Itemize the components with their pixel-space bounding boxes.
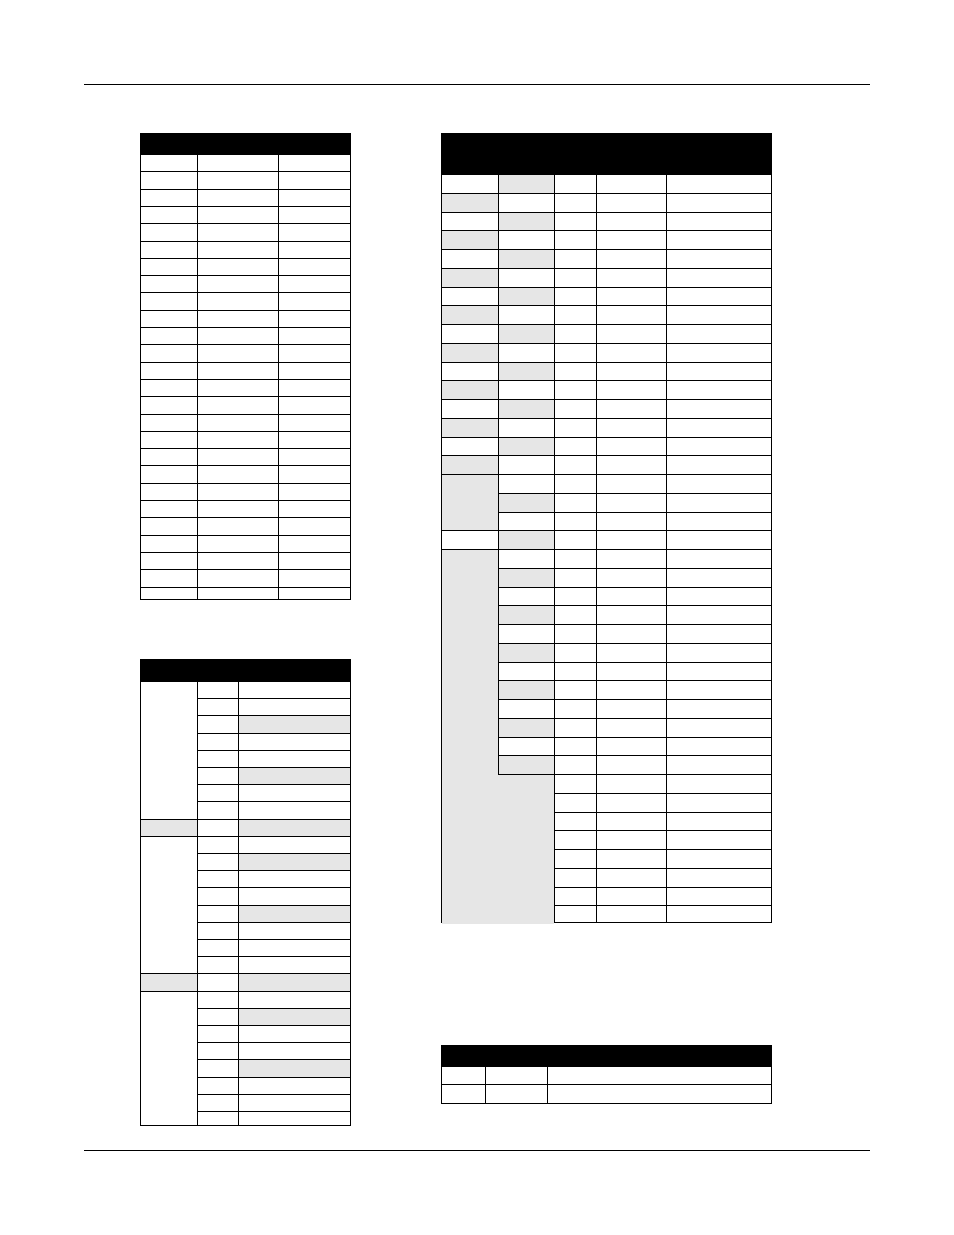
table-c-row-line — [554, 849, 771, 850]
table-c-row-line — [442, 193, 771, 194]
table-c-row-line — [442, 230, 771, 231]
table-c-shaded-cell — [442, 305, 498, 324]
table-c-row-line — [554, 812, 771, 813]
table-a-row-line — [141, 448, 350, 449]
table-a-row-line — [141, 362, 350, 363]
table-c-row-line — [442, 549, 771, 550]
table-c-row-line — [498, 643, 771, 644]
table-c-shaded-cell — [442, 193, 498, 212]
table-a-row-line — [141, 414, 350, 415]
table-c-col-line — [666, 134, 667, 922]
table-c-row-line — [498, 680, 771, 681]
table-c-row-line — [442, 249, 771, 250]
table-b-shaded-cell — [239, 1008, 350, 1025]
table-c-row-line — [498, 587, 771, 588]
table-c-shaded-cell — [499, 437, 554, 456]
table-b-row-line — [141, 681, 350, 682]
table-c-shaded-cell — [442, 380, 498, 399]
table-b-row-line — [197, 1008, 350, 1009]
table-b-shaded-cell — [239, 973, 350, 990]
table-c-shaded-cell — [499, 493, 554, 512]
table-b-row-line — [197, 1094, 350, 1095]
table-c-header — [442, 134, 771, 174]
table-c-row-line — [498, 662, 771, 663]
table-c-shaded-cell — [499, 568, 554, 587]
table-b-col-line — [197, 660, 198, 1125]
table-c-shaded-cell — [442, 268, 498, 287]
table-a-row-line — [141, 223, 350, 224]
table-c-row-line — [498, 624, 771, 625]
table-a-row-line — [141, 241, 350, 242]
table-c-shaded-cell — [499, 399, 554, 418]
table-c-group-label — [498, 774, 554, 924]
table-a-row-line — [141, 171, 350, 172]
table-a-row-line — [141, 569, 350, 570]
table-c-shaded-cell — [499, 174, 554, 193]
table-a-row-line — [141, 465, 350, 466]
table-c-shaded-cell — [499, 680, 554, 699]
footer-rule — [84, 1150, 870, 1151]
table-b — [140, 659, 351, 1126]
table-c-shaded-cell — [499, 287, 554, 306]
table-d-row-line — [442, 1084, 771, 1085]
table-a-row-line — [141, 431, 350, 432]
table-b-shaded-cell — [239, 905, 350, 922]
table-c-col-line — [498, 134, 499, 774]
table-b-shaded-cell — [239, 715, 350, 732]
table-a-row-line — [141, 535, 350, 536]
table-d-col-line — [485, 1046, 486, 1103]
table-c-shaded-cell — [442, 230, 498, 249]
table-c-row-line — [442, 212, 771, 213]
table-a-row-line — [141, 500, 350, 501]
table-c-row-line — [498, 755, 771, 756]
header-rule — [84, 84, 870, 85]
table-b-group-label — [141, 819, 197, 836]
table-c-shaded-cell — [442, 343, 498, 362]
table-b-row-line — [197, 767, 350, 768]
table-a-col-line — [197, 134, 198, 599]
table-c-row-line — [442, 287, 771, 288]
table-b-group-label — [141, 973, 197, 990]
table-c-row-line — [554, 905, 771, 906]
table-c-shaded-cell — [499, 212, 554, 231]
table-b-row-line — [197, 750, 350, 751]
table-c-row-line — [498, 605, 771, 606]
table-c-row-line — [554, 830, 771, 831]
table-c-row-line — [498, 493, 771, 494]
table-c-row-line — [554, 793, 771, 794]
table-c-row-line — [442, 474, 771, 475]
table-b-col-line — [238, 660, 239, 1125]
table-d-col-line — [547, 1046, 548, 1103]
table-b-shaded-cell — [239, 853, 350, 870]
table-b-header — [141, 660, 350, 681]
table-b-shaded-cell — [239, 819, 350, 836]
table-b-row-line — [197, 1059, 350, 1060]
table-a-row-line — [141, 552, 350, 553]
table-b-shaded-cell — [239, 767, 350, 784]
table-c-shaded-cell — [499, 643, 554, 662]
table-b-row-line — [197, 887, 350, 888]
table-c-shaded-cell — [499, 530, 554, 549]
table-b-row-line — [197, 956, 350, 957]
table-c-group-label — [442, 474, 498, 530]
table-c-row-line — [442, 174, 771, 175]
table-b-row-line — [141, 973, 350, 974]
table-c-shaded-cell — [499, 324, 554, 343]
table-a-row-line — [141, 327, 350, 328]
table-a-row-line — [141, 379, 350, 380]
table-c-row-line — [442, 380, 771, 381]
table-c-row-line — [498, 512, 771, 513]
table-a-row-line — [141, 189, 350, 190]
table-c-shaded-cell — [442, 455, 498, 474]
table-b-row-line — [141, 819, 350, 820]
table-b-row-line — [197, 853, 350, 854]
table-c-row-line — [554, 887, 771, 888]
table-a-row-line — [141, 310, 350, 311]
table-c-row-line — [554, 868, 771, 869]
table-a-row-line — [141, 483, 350, 484]
table-a-row-line — [141, 258, 350, 259]
table-c-shaded-cell — [499, 718, 554, 737]
table-b-shaded-cell — [239, 1059, 350, 1076]
table-c-row-line — [442, 268, 771, 269]
table-c-row-line — [498, 699, 771, 700]
table-a-row-line — [141, 587, 350, 588]
table-a-row-line — [141, 292, 350, 293]
table-c-row-line — [442, 362, 771, 363]
table-b-row-line — [197, 905, 350, 906]
table-b-row-line — [197, 1077, 350, 1078]
table-b-row-line — [197, 698, 350, 699]
table-a-row-line — [141, 344, 350, 345]
table-a-row-line — [141, 206, 350, 207]
table-c-col-line — [554, 134, 555, 922]
table-a-row-line — [141, 154, 350, 155]
table-b-row-line — [197, 870, 350, 871]
table-d-row-line — [442, 1066, 771, 1067]
table-c-row-line — [498, 737, 771, 738]
table-b-row-line — [197, 784, 350, 785]
table-b-row-line — [197, 939, 350, 940]
table-c-col-line — [596, 134, 597, 922]
table-a-col-line — [278, 134, 279, 599]
table-c-row-line — [442, 530, 771, 531]
table-a-header — [141, 134, 350, 154]
table-b-row-line — [197, 801, 350, 802]
table-b-row-line — [197, 991, 350, 992]
table-c-shaded-cell — [442, 418, 498, 437]
table-c-row-line — [442, 437, 771, 438]
table-b-row-line — [197, 1111, 350, 1112]
table-c — [441, 133, 772, 923]
table-b-row-line — [197, 922, 350, 923]
table-b-row-line — [197, 715, 350, 716]
table-a — [140, 133, 351, 600]
table-b-row-line — [197, 836, 350, 837]
table-c-row-line — [442, 343, 771, 344]
table-d-header — [442, 1046, 771, 1066]
table-d — [441, 1045, 772, 1104]
table-b-row-line — [197, 733, 350, 734]
table-c-row-line — [442, 324, 771, 325]
table-c-row-line — [498, 774, 771, 775]
table-c-group-label — [442, 549, 498, 924]
table-b-row-line — [197, 1042, 350, 1043]
table-c-row-line — [442, 418, 771, 419]
table-c-shaded-cell — [499, 249, 554, 268]
table-c-shaded-cell — [499, 362, 554, 381]
table-c-row-line — [498, 718, 771, 719]
table-a-row-line — [141, 396, 350, 397]
table-c-shaded-cell — [499, 755, 554, 774]
table-c-shaded-cell — [499, 605, 554, 624]
table-c-row-line — [442, 305, 771, 306]
table-a-row-line — [141, 275, 350, 276]
table-c-row-line — [442, 455, 771, 456]
table-c-row-line — [442, 399, 771, 400]
table-b-row-line — [197, 1025, 350, 1026]
table-c-row-line — [498, 568, 771, 569]
table-a-row-line — [141, 517, 350, 518]
